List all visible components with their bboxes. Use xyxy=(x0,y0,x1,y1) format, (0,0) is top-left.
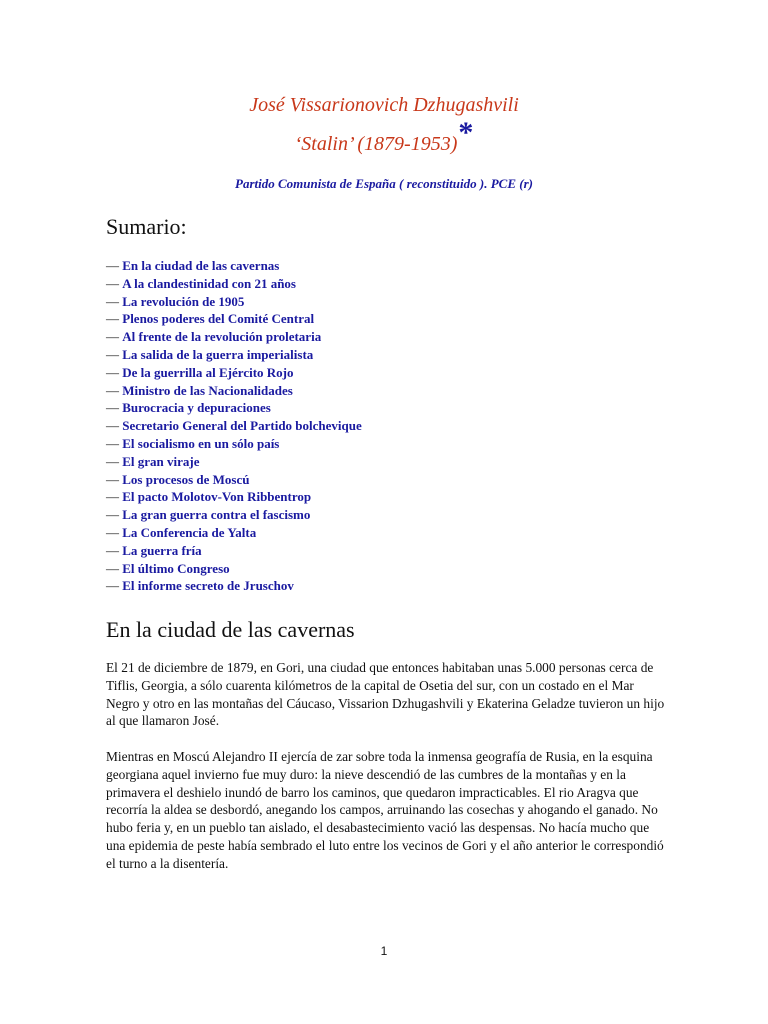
list-item xyxy=(106,364,362,382)
body-paragraph-1: El 21 de diciembre de 1879, en Gori, una ciudad que entonces habitaban unas 5.000 personas cerca de Tiflis, Georgia, a sólo cuarenta kilómetros de la capital de Osetia del sur, con un costado en el Mar Negro y otro en las montañas del Cáucaso, Vissarion Dzhugashvili y Ekaterina Geladze tuvieron un hijo al que llamaron José. xyxy=(106,660,665,729)
list-dash: — xyxy=(106,364,123,380)
list-item xyxy=(106,488,362,506)
summary-link[interactable]: Ministro de las Nacionalidades xyxy=(122,382,293,398)
list-dash: — xyxy=(106,311,123,327)
summary-link[interactable]: Secretario General del Partido bolchevique xyxy=(122,418,362,434)
page-number: 1 xyxy=(380,944,388,958)
summary-list xyxy=(106,257,362,595)
list-item xyxy=(106,310,362,328)
list-item xyxy=(106,382,362,400)
list-item xyxy=(106,417,362,435)
list-item xyxy=(106,293,362,311)
title-dates-text: ‘Stalin’ (1879-1953) xyxy=(294,133,458,155)
list-item xyxy=(106,506,362,524)
list-dash: — xyxy=(106,382,123,398)
summary-link[interactable]: El socialismo en un sólo país xyxy=(122,435,280,451)
list-dash: — xyxy=(106,542,123,558)
summary-link[interactable]: La salida de la guerra imperialista xyxy=(122,346,314,362)
summary-link[interactable]: La Conferencia de Yalta xyxy=(122,524,257,540)
list-dash: — xyxy=(106,560,123,576)
list-dash: — xyxy=(106,453,123,469)
summary-link[interactable]: Burocracia y depuraciones xyxy=(122,400,271,416)
summary-link[interactable]: El gran viraje xyxy=(122,453,200,469)
list-item xyxy=(106,399,362,417)
section-heading: En la ciudad de las cavernas xyxy=(106,617,355,642)
list-dash: — xyxy=(106,471,123,487)
summary-link[interactable]: En la ciudad de las cavernas xyxy=(122,258,280,273)
list-dash: — xyxy=(106,578,123,594)
list-dash: — xyxy=(106,400,123,416)
summary-link[interactable]: Al frente de la revolución proletaria xyxy=(122,329,322,345)
list-dash: — xyxy=(106,507,123,523)
summary-link[interactable]: La revolución de 1905 xyxy=(122,293,245,309)
list-dash: — xyxy=(106,524,123,540)
summary-link[interactable]: El último Congreso xyxy=(122,560,230,576)
summary-heading: Sumario: xyxy=(106,214,187,239)
list-dash: — xyxy=(106,435,123,451)
summary-link[interactable]: Los procesos de Moscú xyxy=(122,471,250,487)
list-item xyxy=(106,560,362,578)
list-item xyxy=(106,257,362,275)
list-item xyxy=(106,346,362,364)
summary-link[interactable]: La gran guerra contra el fascismo xyxy=(122,507,311,523)
list-item xyxy=(106,471,362,489)
list-dash: — xyxy=(106,258,123,273)
summary-link[interactable]: A la clandestinidad con 21 años xyxy=(122,275,296,291)
list-item xyxy=(106,328,362,346)
list-dash: — xyxy=(106,275,123,291)
list-dash: — xyxy=(106,418,123,434)
document-title-dates xyxy=(0,116,768,156)
list-dash: — xyxy=(106,329,123,345)
summary-link[interactable]: El pacto Molotov-Von Ribbentrop xyxy=(122,489,312,505)
list-item xyxy=(106,577,362,595)
list-dash: — xyxy=(106,346,123,362)
list-item xyxy=(106,542,362,560)
document-subtitle: Partido Comunista de España ( reconstituido ). PCE (r) xyxy=(235,176,533,191)
list-item xyxy=(106,453,362,471)
body-paragraph-2: Mientras en Moscú Alejandro II ejercía de zar sobre toda la inmensa geografía de Rusia, en la esquina georgiana aquel invierno fue muy duro: la nieve descendió de las cumbres de la montañas y en la primavera el deshielo inundó de barro los caminos, que quedaron impracticables. El rio Aragva que recorría la aldea se desbordó, anegando los campos, arruinando las cosechas y ahogando el ganado. No hubo feria y, en un pueblo tan aislado, el desabastecimiento vació las despensas. No hacía mucho que una epidemia de peste había sembrado el luto entre los vecinos de Gori y el año anterior le correspondió el turno a la disentería. xyxy=(106,749,664,871)
list-dash: — xyxy=(106,489,123,505)
summary-link[interactable]: El informe secreto de Jruschov xyxy=(122,578,294,594)
list-dash: — xyxy=(106,293,123,309)
list-item xyxy=(106,275,362,293)
list-item xyxy=(106,524,362,542)
summary-link[interactable]: La guerra fría xyxy=(122,542,202,558)
summary-link[interactable]: De la guerrilla al Ejército Rojo xyxy=(122,364,294,380)
document-title: José Vissarionovich Dzhugashvili xyxy=(249,94,519,116)
list-item xyxy=(106,435,362,453)
summary-link[interactable]: Plenos poderes del Comité Central xyxy=(122,311,315,327)
footnote-asterisk-link[interactable]: * xyxy=(458,116,474,149)
